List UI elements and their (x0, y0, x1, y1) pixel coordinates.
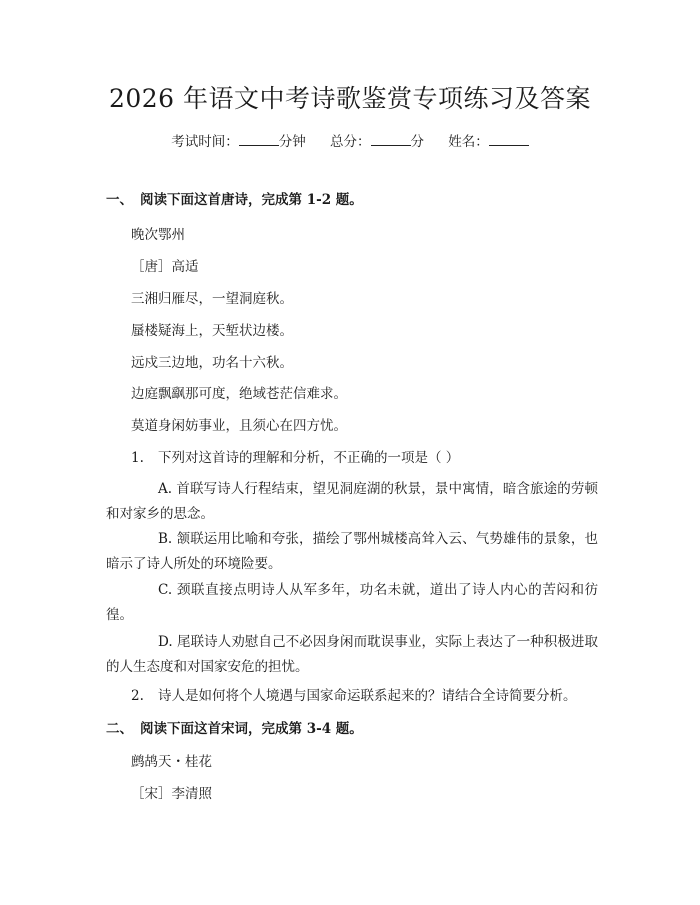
poem-1-line: 三湘归雁尽，一望洞庭秋。 (131, 291, 293, 307)
student-name-label: 姓名： (448, 134, 489, 150)
poem-1-line: 莫道身闲妨事业，且须心在四方忧。 (131, 418, 347, 434)
poem-1-line: 蜃楼疑海上，天堑状边楼。 (131, 323, 293, 339)
option-c[interactable]: C. 颈联直接点明诗人从军多年，功名未就，道出了诗人内心的苦闷和彷徨。 (106, 582, 598, 623)
page-title: 2026 年语文中考诗歌鉴赏专项练习及答案 (108, 84, 592, 113)
section-1-number: 一、 (106, 192, 133, 208)
exam-info-row (0, 132, 700, 152)
option-a[interactable]: A. 首联写诗人行程结束，望见洞庭湖的秋景，景中寓情，暗含旅途的劳顿和对家乡的思念。 (106, 481, 598, 522)
poem-2-title: 鹧鸪天・桂花 (131, 754, 212, 770)
student-name (448, 132, 529, 152)
total-score (330, 132, 424, 152)
exam-time-unit: 分钟 (278, 134, 306, 150)
poem-2-author: ［宋］李清照 (131, 786, 212, 802)
total-score-label: 总分： (330, 134, 371, 150)
question-1 (131, 448, 459, 468)
total-score-blank[interactable] (371, 132, 411, 146)
section-1-title: 阅读下面这首唐诗，完成第 1-2 题。 (140, 192, 363, 208)
option-b[interactable]: B. 颔联运用比喻和夸张，描绘了鄂州城楼高耸入云、气势雄伟的景象，也暗示了诗人所处的环境险要。 (106, 531, 598, 572)
poem-1-author: ［唐］高适 (131, 259, 199, 275)
section-2-number: 二、 (106, 721, 133, 737)
question-2 (131, 686, 577, 706)
total-score-unit: 分 (410, 134, 424, 150)
exam-time-blank[interactable] (239, 132, 279, 146)
exam-time-label: 考试时间： (171, 134, 239, 150)
question-2-text: 诗人是如何将个人境遇与国家命运联系起来的？请结合全诗简要分析。 (158, 688, 577, 704)
question-1-text: 下列对这首诗的理解和分析，不正确的一项是（ ） (158, 450, 460, 466)
poem-1-title: 晚次鄂州 (131, 227, 185, 243)
exam-time (171, 132, 306, 152)
question-2-number: 2. (131, 688, 144, 704)
poem-1-line: 边庭飘飖那可度，绝域苍茫信难求。 (131, 386, 347, 402)
question-1-number: 1. (131, 450, 144, 466)
student-name-blank[interactable] (489, 132, 529, 146)
section-2-heading (106, 719, 363, 739)
poem-1-line: 远戍三边地，功名十六秋。 (131, 355, 293, 371)
section-1-heading (106, 190, 363, 210)
section-2-title: 阅读下面这首宋词，完成第 3-4 题。 (140, 721, 363, 737)
option-d[interactable]: D. 尾联诗人劝慰自己不必因身闲而耽误事业，实际上表达了一种积极进取的人生态度和对国家安危的担忧。 (106, 634, 598, 675)
